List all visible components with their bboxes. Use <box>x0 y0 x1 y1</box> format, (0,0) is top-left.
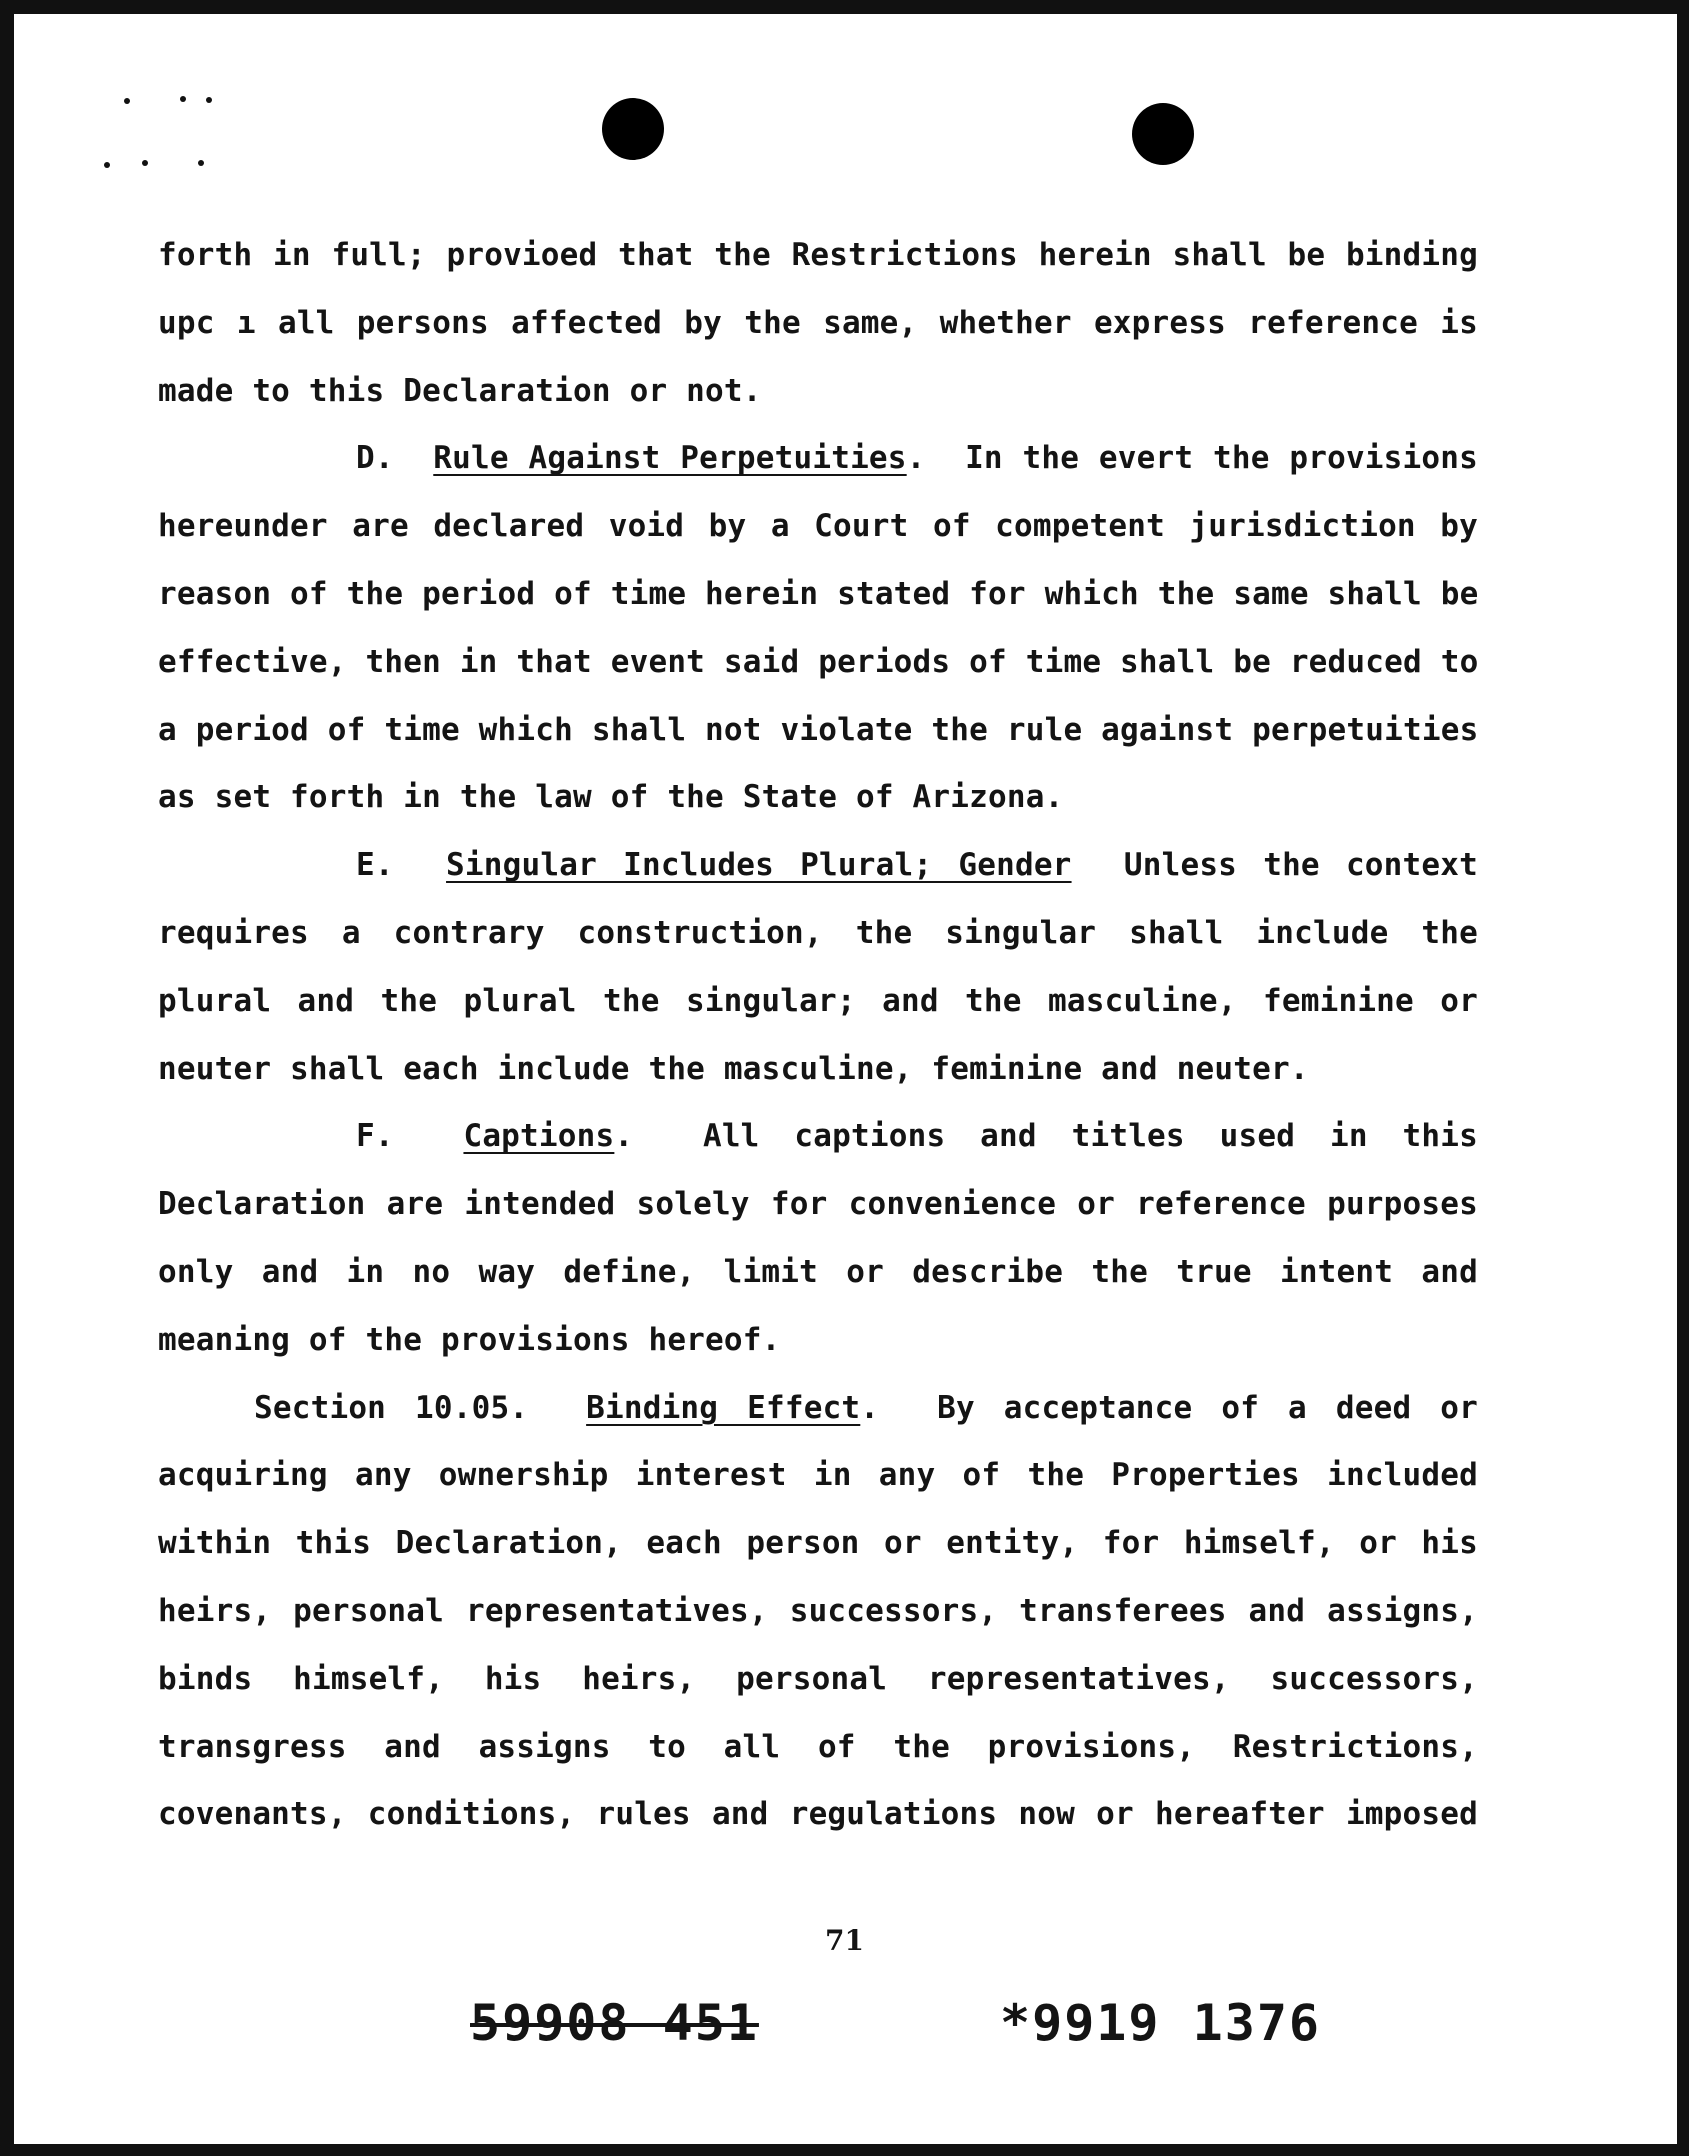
section-heading: Singular Includes Plural; Gender <box>446 847 1072 884</box>
text-segment: hereunder are declared void by a Court of competent jurisdiction by <box>158 508 1478 545</box>
text-line <box>158 1714 1478 1782</box>
text-line <box>158 968 1478 1036</box>
text-segment: forth in full; provioed that the Restrictions herein shall be binding <box>158 237 1478 273</box>
text-segment: D. <box>356 440 434 477</box>
scan-speck <box>180 96 186 102</box>
scan-speck <box>124 98 130 104</box>
text-line <box>158 425 1478 493</box>
section-heading: Rule Against Perpetuities <box>433 440 907 477</box>
text-line <box>158 493 1478 561</box>
text-segment: acquiring any ownership interest in any of the Properties included <box>158 1457 1478 1494</box>
text-segment: neuter shall each include the masculine, feminine and neuter. <box>158 1050 1309 1087</box>
text-line <box>158 1375 1478 1443</box>
scan-speck <box>104 162 110 168</box>
scan-border-left <box>0 0 14 2156</box>
text-segment: as set forth in the law of the State of Arizona. <box>158 779 1064 816</box>
text-line <box>158 1510 1478 1578</box>
scan-border-right <box>1677 0 1689 2156</box>
scan-speck <box>198 160 204 166</box>
text-segment: Declaration are intended solely for convenience or reference purposes <box>158 1186 1478 1223</box>
text-segment: requires a contrary construction, the singular shall include the <box>158 914 1478 951</box>
text-segment: meaning of the provisions hereof. <box>158 1321 781 1358</box>
text-segment: F. <box>356 1118 464 1155</box>
text-line <box>158 1307 1478 1375</box>
text-segment: plural and the plural the singular; and the masculine, feminine or <box>158 982 1478 1019</box>
text-line <box>158 1578 1478 1646</box>
text-segment: . All captions and titles used in this <box>614 1118 1478 1155</box>
punch-hole-left <box>602 98 664 160</box>
text-line <box>158 290 1478 358</box>
punch-hole-right <box>1132 103 1194 165</box>
text-segment: effective, then in that event said periods of time shall be reduced to <box>158 643 1479 680</box>
document-body <box>158 222 1478 1849</box>
text-segment: within this Declaration, each person or entity, for himself, or his <box>158 1525 1478 1562</box>
scan-speck <box>142 160 148 166</box>
text-segment: only and in no way define, limit or describe the true intent and <box>158 1253 1478 1290</box>
text-segment: made to this Declaration or not. <box>158 372 762 409</box>
text-line <box>158 1103 1478 1171</box>
page-number: 71 <box>825 1924 864 1957</box>
text-segment: binds himself, his heirs, personal representatives, successors, <box>158 1660 1478 1697</box>
text-line <box>158 697 1478 765</box>
text-segment: Unless the context <box>1071 847 1478 884</box>
text-line <box>158 629 1478 697</box>
text-line <box>158 1646 1478 1714</box>
text-segment: . By acceptance of a deed or <box>860 1389 1478 1426</box>
text-segment: E. <box>356 847 447 884</box>
text-segment: . In the evert the provisions <box>906 440 1478 477</box>
text-line <box>158 764 1478 832</box>
text-line <box>158 832 1478 900</box>
scan-border-top <box>0 0 1689 14</box>
text-segment: a period of time which shall not violate the rule against perpetuities <box>158 711 1479 748</box>
scan-border-bottom <box>0 2144 1689 2156</box>
recording-stamp: *9919 1376 <box>1000 1994 1322 2052</box>
text-line <box>158 1171 1478 1239</box>
text-line <box>158 1239 1478 1307</box>
text-line <box>158 561 1478 629</box>
text-segment: reason of the period of time herein stated for which the same shall be <box>158 575 1479 612</box>
text-line <box>158 1442 1478 1510</box>
text-segment: covenants, conditions, rules and regulations now or hereafter imposed <box>158 1796 1478 1833</box>
text-line <box>158 1781 1478 1849</box>
text-line <box>158 358 1478 426</box>
scan-speck <box>206 97 212 103</box>
struck-recording-stamp: 59908 451 <box>470 1994 759 2052</box>
text-line <box>158 1036 1478 1104</box>
section-heading: Captions <box>463 1118 615 1155</box>
section-heading: Binding Effect <box>586 1389 861 1426</box>
text-segment: transgress and assigns to all of the provisions, Restrictions, <box>158 1728 1478 1765</box>
text-line <box>158 222 1478 290</box>
text-line <box>158 900 1478 968</box>
text-segment: upc ı all persons affected by the same, whether express reference is <box>158 304 1478 341</box>
text-segment: heirs, personal representatives, successors, transferees and assigns, <box>158 1592 1478 1629</box>
text-segment: Section 10.05. <box>254 1389 587 1426</box>
